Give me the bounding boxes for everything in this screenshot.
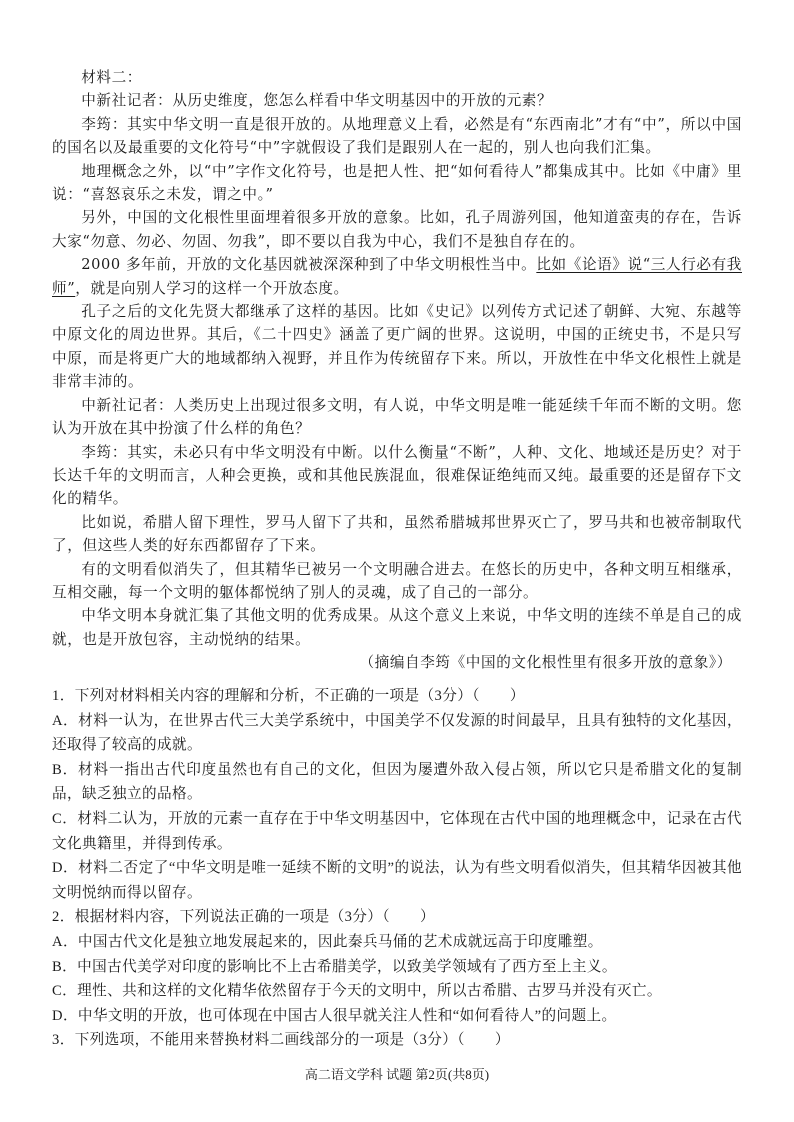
passage-paragraph: 比如说，希腊人留下理性，罗马人留下了共和，虽然希腊城邦世界灭亡了，罗马共和也被帝制取代了，但这些人类的好东西都留存了下来。: [52, 513, 742, 555]
material-heading: 材料二：: [81, 69, 142, 86]
passage-paragraph: 中新社记者：从历史维度，您怎么样看中华文明基因中的开放的元素？: [81, 92, 553, 110]
passage-text: 2000 多年前，开放的文化基因就被深深种到了中华文明根性当中。: [81, 256, 537, 274]
answer-option: D．材料二否定了“中华文明是唯一延续不断的文明”的说法，认为有些文明看似消失，但其精华因被其他文明悦纳而得以留存。: [52, 860, 742, 901]
passage-paragraph: [52, 253, 742, 300]
passage-paragraph: 中新社记者：人类历史上出现过很多文明，有人说，中华文明是唯一能延续千年而不断的文明。您认为开放在其中扮演了什么样的角色？: [52, 396, 742, 438]
passage-paragraph: 李筠：其实中华文明一直是很开放的。从地理意义上看，必然是有“东西南北”才有“中”，所以中国的国名以及最重要的文化符号“中”字就假设了我们是跟别人在一起的，别人也向我们汇集。: [52, 115, 742, 157]
answer-option: C．理性、共和这样的文化精华依然留存于今天的文明中，所以古希腊、古罗马并没有灭亡。: [52, 983, 662, 1000]
passage-paragraph: 地理概念之外，以“中”字作文化符号，也是把人性、把“如何看待人”都集成其中。比如《中庸》里说：“喜怒哀乐之未发，谓之中。”: [52, 162, 742, 204]
passage-paragraph: 中华文明本身就汇集了其他文明的优秀成果。从这个意义上来说，中华文明的连续不单是自己的成就，也是开放包容，主动悦纳的结果。: [52, 607, 742, 648]
answer-option: A．材料一认为，在世界古代三大美学系统中，中国美学不仅发源的时间最早，且具有独特的文化基因，还取得了较高的成就。: [52, 712, 742, 754]
answer-option: D．中华文明的开放，也可体现在中国古人很早就关注人性和“如何看待人”的问题上。: [52, 1007, 617, 1024]
passage-paragraph: 李筠：其实，未必只有中华文明没有中断。以什么衡量“不断”，人种、文化、地域还是历史？对于长达千年的文明而言，人种会更换，或和其他民族混血，很难保证绝纯而又纯。最重要的还是留存下文化的精华。: [52, 443, 742, 508]
passage-paragraph: 有的文明看似消失了，但其精华已被另一个文明融合进去。在悠长的历史中，各种文明互相继承，互相交融，每一个文明的躯体都悦纳了别人的灵魂，成了自己的一部分。: [52, 560, 742, 601]
answer-option: B．材料一指出古代印度虽然也有自己的文化，但因为屡遭外敌入侵占领，所以它只是希腊文化的复制品，缺乏独立的品格。: [52, 761, 742, 803]
question-stem: 3．下列选项，不能用来替换材料二画线部分的一项是（3分）（ ）: [52, 1032, 510, 1049]
answer-option: B．中国古代美学对印度的影响比不上古希腊美学，以致美学领域有了西方至上主义。: [52, 958, 617, 975]
passage-paragraph: 孔子之后的文化先贤大都继承了这样的基因。比如《史记》以列传方式记述了朝鲜、大宛、东越等中原文化的周边世界。其后，《二十四史》涵盖了更广阔的世界。这说明，中国的正统史书，不是只写中原，而是将更广大的地域都纳入视野，并且作为传统留存下来。所以，开放性在中华文化根性上就是非常丰沛的。: [52, 303, 742, 391]
page-footer: 高二语文学科 试题 第2页(共8页): [304, 1067, 490, 1082]
source-citation: （摘编自李筠《中国的文化根性里有很多开放的意象》）: [359, 654, 732, 672]
underlined-sentence: 比如《论语》说“三人行必有我师”: [52, 256, 742, 297]
question-section: [52, 684, 742, 1053]
answer-option: C．材料二认为，开放的元素一直存在于中华文明基因中，它体现在古代中国的地理概念中，记录在古代文化典籍里，并得到传承。: [52, 810, 742, 852]
passage-text: ，就是向别人学习的这样一个开放态度。: [75, 279, 349, 297]
question-stem: 1．下列对材料相关内容的理解和分析，不正确的一项是（3分）（ ）: [52, 688, 525, 704]
passage-paragraph: 另外，中国的文化根性里面埋着很多开放的意象。比如，孔子周游列国，他知道蛮夷的存在，告诉大家“勿意、勿必、勿固、勿我”，即不要以自我为中心，我们不是独自存在的。: [52, 209, 742, 250]
answer-option: A．中国古代文化是独立地发展起来的，因此秦兵马俑的艺术成就远高于印度雕塑。: [52, 933, 603, 950]
question-stem: 2．根据材料内容，下列说法正确的一项是（3分）（ ）: [52, 909, 435, 926]
reading-passage: [52, 66, 742, 675]
